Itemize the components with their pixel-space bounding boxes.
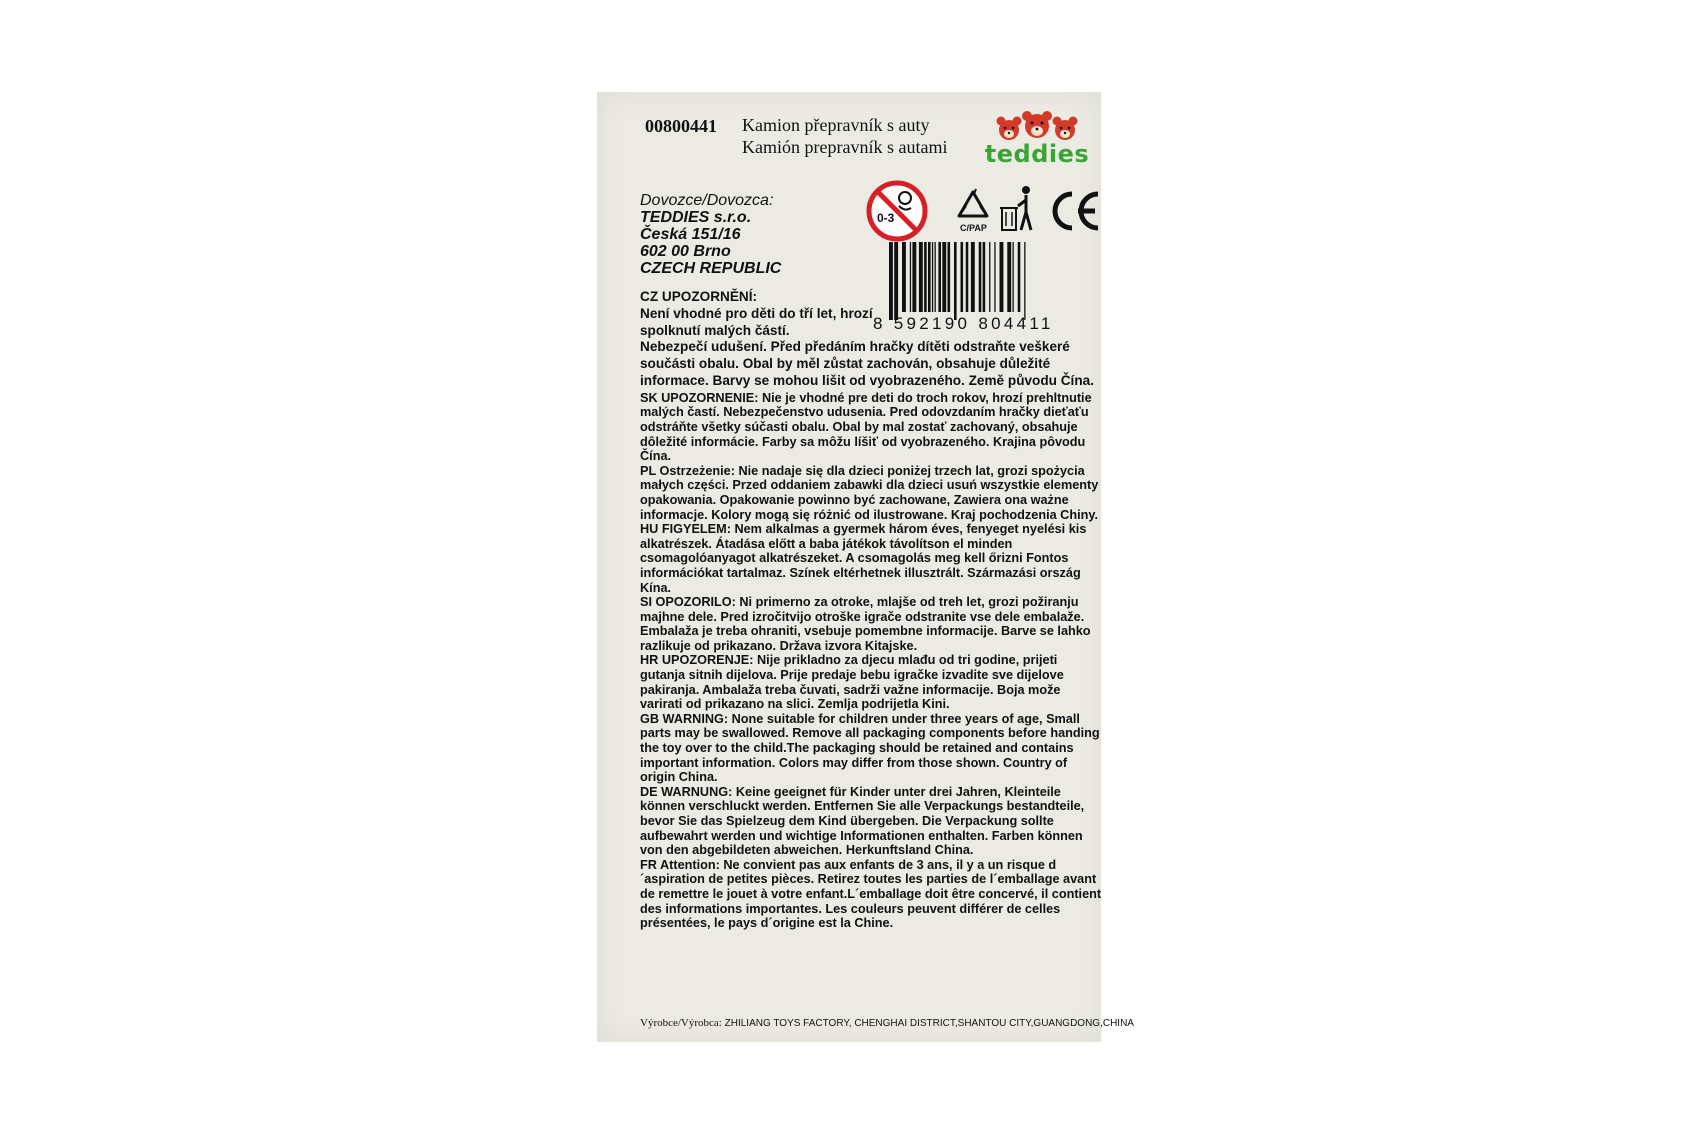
product-label [597,92,1134,1042]
teddies-logo [977,110,1097,172]
importer-street: Česká 151/16 [640,226,741,243]
manufacturer-line [640,1017,1134,1029]
warning-cz: Nebezpečí udušení. Před předáním hračky dítěti odstraňte veškeré součásti obalu. Obal by měl zůstat zachován, obsahuje důležité informace. Barvy se mohou lišit od vyobrazeného. Země původu Čína. [640,339,1094,388]
warning-cz-heading: CZ UPOZORNĚNÍ: [640,289,758,304]
warning-pl: PL Ostrzeżenie: Nie nadaje się dla dzieci poniżej trzech lat, grozi spożycia małych części. Przed oddaniem zabawki dla dzieci usuń wszystkie elementy opakowania. Opakowanie powinno być zachowane, Zawiera ona ważne informacje. Kolory mogą się różnić od ilustrowane. Kraj pochodzenia Chiny. [640,463,1102,522]
product-titles [742,114,947,158]
manufacturer-name: ZHILIANG TOYS FACTORY, CHENGHAI DISTRICT,SHANTOU CITY,GUANGDONG,CHINA [724,1018,1134,1029]
warning-fr: FR Attention: Ne convient pas aux enfants de 3 ans, il y a un risque d´aspiration de petites pièces. Retirez toutes les parties de l´emballage avant de remettre le jouet à votre enfant.L´emballage doit être concervé, il contient des informations importantes. Les couleurs peuvent différer de celles présentées, le pays d´origine est la Chine. [640,857,1105,931]
importer-city: 602 00 Brno [640,243,731,260]
teddy-bears-icon [977,110,1097,144]
manufacturer-label: Výrobce/Výrobca: [640,1017,722,1029]
brand-name: teddies [984,140,1090,168]
recycle-label: C/PAP [960,223,987,233]
trash-bin-icon [1000,186,1031,230]
warning-hr: HR UPOZORENJE: Nije prikladno za djecu mlađu od tri godine, prijeti gutanja sitnih dijelova. Prije predaje bebu igračke izvadite sve dijelove pakiranja. Ambalaža treba čuvati, sadrži važne informacije. Boja može varirati od prikazano na slici. Zemlja podrijetla Kini. [640,653,1068,712]
barcode-digits: 8 592190 804411 [873,314,1054,333]
no-under-3-icon [869,183,925,239]
importer-label: Dovozce/Dovozca: [640,192,774,209]
warning-sk: SK UPOZORNENIE: Nie je vhodné pre deti do troch rokov, hrozí prehltnutie malých častí. Nebezpečenstvo udusenia. Pred odovzdaním hračky dieťaťu odstráňte všetky súčasti obalu. Obal by mal zostať zachovaný, obsahuje dôležité informácie. Farby sa môžu líšiť od vyobrazeného. Krajina pôvodu Čína. [640,390,1096,464]
importer-block [640,192,781,277]
product-title-cz: Kamion přepravník s auty [742,115,930,135]
importer-company: TEDDIES s.r.o. [640,209,752,226]
importer-country: CZECH REPUBLIC [640,260,782,277]
age-warning-text: 0-3 [877,211,895,225]
recycle-icon [959,189,987,233]
safety-symbols [865,178,1101,248]
ce-mark-icon [1055,194,1098,228]
warning-cz-narrow: Není vhodné pro děti do tří let, hrozí spolknutí malých částí. [640,305,873,338]
warning-hu: HU FIGYELEM: Nem alkalmas a gyermek három éves, fenyeget nyelési kis alkatrészek. Átadása előtt a baba játékok távolítson el minden csomagolóanyagot alkatrészeket. A csomagolás meg kell őrizni Fontos információkat tartalmaz. Színek eltérhetnek illusztrált. Származási ország Kína. [640,522,1090,595]
warnings-block [640,289,1105,931]
product-title-sk: Kamión prepravník s autami [742,137,948,157]
product-code: 00800441 [645,116,717,136]
warning-si: SI OPOZORILO: Ni primerno za otroke, mlajše od treh let, grozi požiranju majhne dele. Pred izročitvijo otroške igrače odstranite vse dele embalaže. Embalaža je treba ohraniti, vsebuje pomembne informacije. Barve se lahko razlikuje od prikazano. Država izvora Kitajske. [640,595,1095,653]
warning-gb: GB WARNING: None suitable for children under three years of age, Small parts may be swallowed. Remove all packaging components before handing the toy over to the child.The packaging should be retained and contains important information. Colors may differ from those shown. Country of origin China. [640,711,1104,785]
warning-de: DE WARNUNG: Keine geeignet für Kinder unter drei Jahren, Kleinteile können verschluckt werden. Entfernen Sie alle Verpackungs bestandteile, bevor Sie das Spielzeug dem Kind übergeben. Die Verpackung sollte aufbewahrt werden und wichtige Informationen enthalten. Farben können von den abgebildeten abweichen. Herkunftsland China. [640,784,1088,858]
